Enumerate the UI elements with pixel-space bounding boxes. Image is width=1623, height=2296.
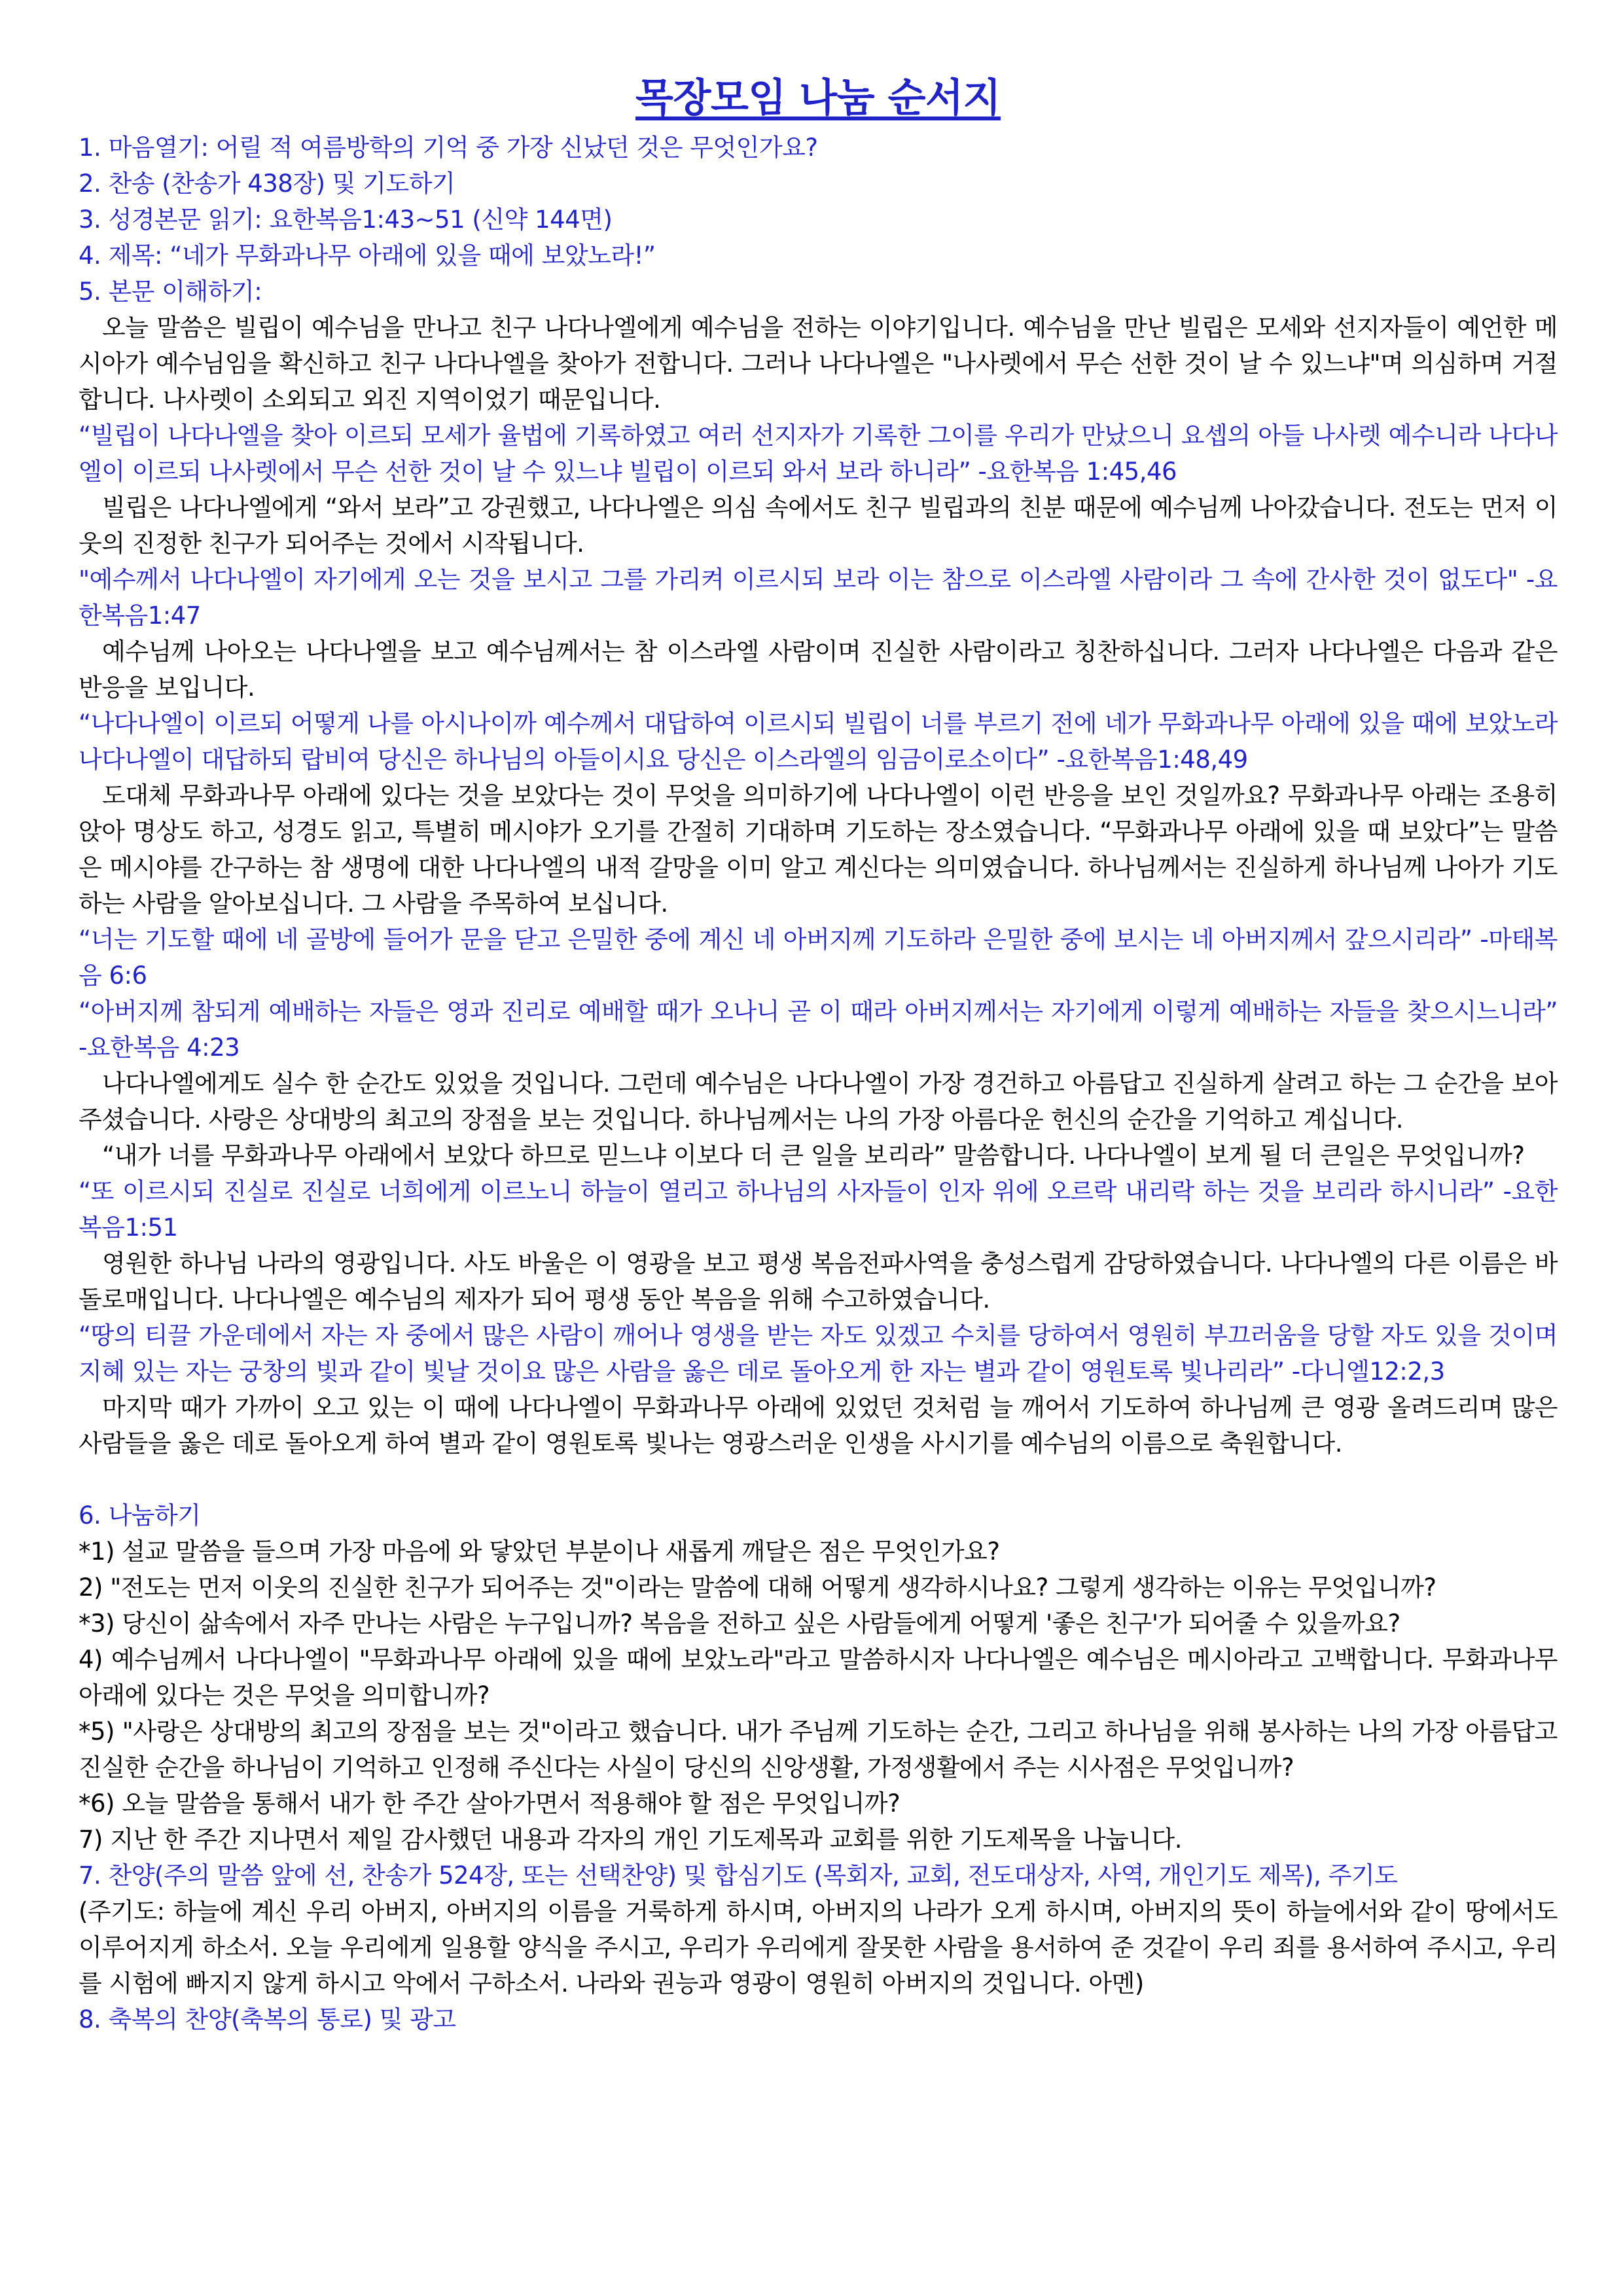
heading-hymn: 2. 찬송 (찬송가 438장) 및 기도하기 <box>79 170 455 198</box>
body-paragraph: 오늘 말씀은 빌립이 예수님을 만나고 친구 나다나엘에게 예수님을 전하는 이야기입니다. 예수님을 만난 빌립은 모세와 선지자들이 예언한 메시아가 예수님임을 확신하고 친구 나다나엘을 찾아가 전합니다. 그러나 나다나엘은 "나사렛에서 무슨 선한 것이 날 수 있느냐"며 의심하며 거절합니다. 나사렛이 소외되고 외진 지역이었기 때문입니다. <box>79 314 1558 414</box>
worksheet-page <box>79 72 1558 2037</box>
heading-closing-hymn: 7. 찬양(주의 말씀 앞에 선, 찬송가 524장, 또는 선택찬양) 및 합심기도 (목회자, 교회, 전도대상자, 사역, 개인기도 제목), 주기도 <box>79 1861 1398 1890</box>
body-paragraph: “내가 너를 무화과나무 아래에서 보았다 하므로 믿느냐 이보다 더 큰 일을 보리라” 말씀합니다. 나다나엘이 보게 될 더 큰일은 무엇입니까? <box>102 1141 1525 1170</box>
sharing-question: 2) "전도는 먼저 이웃의 진실한 친구가 되어주는 것"이라는 말씀에 대해 어떻게 생각하시나요? 그렇게 생각하는 이유는 무엇입니까? <box>79 1573 1436 1602</box>
body-paragraph: 빌립은 나다나엘에게 “와서 보라”고 강권했고, 나다나엘은 의심 속에서도 친구 빌립과의 친분 때문에 예수님께 나아갔습니다. 전도는 먼저 이웃의 진정한 친구가 되어주는 것에서 시작됩니다. <box>79 493 1558 558</box>
scripture-quote: “아버지께 참되게 예배하는 자들은 영과 진리로 예배할 때가 오나니 곧 이 때라 아버지께서는 자기에게 이렇게 예배하는 자들을 찾으시느니라” -요한복음 4:23 <box>79 997 1558 1062</box>
sharing-question: *5) "사랑은 상대방의 최고의 장점을 보는 것"이라고 했습니다. 내가 주님께 기도하는 순간, 그리고 하나님을 위해 봉사하는 나의 가장 아름답고 진실한 순간을 하나님이 기억하고 인정해 주신다는 사실이 당신의 신앙생활, 가정생활에서 주는 시사점은 무엇입니까? <box>79 1717 1558 1782</box>
lords-prayer: (주기도: 하늘에 계신 우리 아버지, 아버지의 이름을 거룩하게 하시며, 아버지의 나라가 오게 하시며, 아버지의 뜻이 하늘에서와 같이 땅에서도 이루어지게 하소서. 오늘 우리에게 일용할 양식을 주시고, 우리가 우리에게 잘못한 사람을 용서하여 준 것같이 우리 죄를 용서하여 주시고, 우리를 시험에 빠지지 않게 하시고 악에서 구하소서. 나라와 권능과 영광이 영원히 아버지의 것입니다. 아멘) <box>79 1897 1558 1998</box>
heading-sharing: 6. 나눔하기 <box>79 1501 201 1530</box>
heading-scripture-reading: 3. 성경본문 읽기: 요한복음1:43~51 (신약 144면) <box>79 206 613 234</box>
scripture-quote: “땅의 티끌 가운데에서 자는 자 중에서 많은 사람이 깨어나 영생을 받는 자도 있겠고 수치를 당하여서 영원히 부끄러움을 당할 자도 있을 것이며 지혜 있는 자는 궁창의 빛과 같이 빛날 것이요 많은 사람을 옳은 데로 돌아오게 한 자는 별과 같이 영원토록 빛나리라” -다니엘12:2,3 <box>79 1321 1558 1386</box>
sharing-question: 7) 지난 한 주간 지나면서 제일 감사했던 내용과 각자의 개인 기도제목과 교회를 위한 기도제목을 나눕니다. <box>79 1825 1183 1854</box>
scripture-quote: “나다나엘이 이르되 어떻게 나를 아시나이까 예수께서 대답하여 이르시되 빌립이 너를 부르기 전에 네가 무화과나무 아래에 있을 때에 보았노라 나다나엘이 대답하되 랍비여 당신은 하나님의 아들이시요 당신은 이스라엘의 임금이로소이다” -요한복음1:48,49 <box>79 709 1558 774</box>
heading-sermon-title: 4. 제목: “네가 무화과나무 아래에 있을 때에 보았노라!” <box>79 242 656 270</box>
heading-understanding: 5. 본문 이해하기: <box>79 278 262 306</box>
sharing-question: *3) 당신이 삶속에서 자주 만나는 사람은 누구입니까? 복음을 전하고 싶은 사람들에게 어떻게 '좋은 친구'가 되어줄 수 있을까요? <box>79 1609 1400 1638</box>
body-paragraph: 영원한 하나님 나라의 영광입니다. 사도 바울은 이 영광을 보고 평생 복음전파사역을 충성스럽게 감당하였습니다. 나다나엘의 다른 이름은 바돌로매입니다. 나다나엘은 예수님의 제자가 되어 평생 동안 복음을 위해 수고하였습니다. <box>79 1249 1558 1314</box>
body-paragraph: 예수님께 나아오는 나다나엘을 보고 예수님께서는 참 이스라엘 사람이며 진실한 사람이라고 칭찬하십니다. 그러자 나다나엘은 다음과 같은 반응을 보입니다. <box>79 637 1558 702</box>
scripture-quote: “또 이르시되 진실로 진실로 너희에게 이르노니 하늘이 열리고 하나님의 사자들이 인자 위에 오르락 내리락 하는 것을 보리라 하시니라” -요한복음1:51 <box>79 1177 1558 1242</box>
heading-icebreaker: 1. 마음열기: 어릴 적 여름방학의 기억 중 가장 신났던 것은 무엇인가요? <box>79 134 818 162</box>
page-title: 목장모임 나눔 순서지 <box>635 75 1001 121</box>
sharing-question: *1) 설교 말씀을 들으며 가장 마음에 와 닿았던 부분이나 새롭게 깨달은 점은 무엇인가요? <box>79 1537 1000 1566</box>
body-paragraph: 도대체 무화과나무 아래에 있다는 것을 보았다는 것이 무엇을 의미하기에 나다나엘이 이런 반응을 보인 것일까요? 무화과나무 아래는 조용히 앉아 명상도 하고, 성경도 읽고, 특별히 메시야가 오기를 간절히 기대하며 기도하는 장소였습니다. “무화과나무 아래에 있을 때 보았다”는 말씀은 메시야를 간구하는 참 생명에 대한 나다나엘의 내적 갈망을 이미 알고 계신다는 의미였습니다. 하나님께서는 진실하게 하나님께 나아가 기도하는 사람을 알아보십니다. 그 사람을 주목하여 보십니다. <box>79 781 1558 918</box>
section-gap <box>79 1462 1558 1498</box>
scripture-quote: “빌립이 나다나엘을 찾아 이르되 모세가 율법에 기록하였고 여러 선지자가 기록한 그이를 우리가 만났으니 요셉의 아들 나사렛 예수니라 나다나엘이 이르되 나사렛에서 무슨 선한 것이 날 수 있느냐 빌립이 이르되 와서 보라 하니라” -요한복음 1:45,46 <box>79 422 1558 486</box>
sharing-question: *6) 오늘 말씀을 통해서 내가 한 주간 살아가면서 적용해야 할 점은 무엇입니까? <box>79 1789 901 1818</box>
scripture-quote: “너는 기도할 때에 네 골방에 들어가 문을 닫고 은밀한 중에 계신 네 아버지께 기도하라 은밀한 중에 보시는 네 아버지께서 갚으시리라” -마태복음 6:6 <box>79 925 1558 990</box>
heading-blessing: 8. 축복의 찬양(축복의 통로) 및 광고 <box>79 2005 456 2034</box>
scripture-quote: "예수께서 나다나엘이 자기에게 오는 것을 보시고 그를 가리켜 이르시되 보라 이는 참으로 이스라엘 사람이라 그 속에 간사한 것이 없도다" -요한복음1:47 <box>79 565 1558 630</box>
body-paragraph: 나다나엘에게도 실수 한 순간도 있었을 것입니다. 그런데 예수님은 나다나엘이 가장 경건하고 아름답고 진실하게 살려고 하는 그 순간을 보아주셨습니다. 사랑은 상대방의 최고의 장점을 보는 것입니다. 하나님께서는 나의 가장 아름다운 헌신의 순간을 기억하고 계십니다. <box>79 1069 1558 1134</box>
sharing-question: 4) 예수님께서 나다나엘이 "무화과나무 아래에 있을 때에 보았노라"라고 말씀하시자 나다나엘은 예수님은 메시아라고 고백합니다. 무화과나무 아래에 있다는 것은 무엇을 의미합니까? <box>79 1645 1558 1710</box>
body-paragraph: 마지막 때가 가까이 오고 있는 이 때에 나다나엘이 무화과나무 아래에 있었던 것처럼 늘 깨어서 기도하여 하나님께 큰 영광 올려드리며 많은 사람들을 옳은 데로 돌아오게 하여 별과 같이 영원토록 빛나는 영광스러운 인생을 사시기를 예수님의 이름으로 축원합니다. <box>79 1393 1558 1458</box>
